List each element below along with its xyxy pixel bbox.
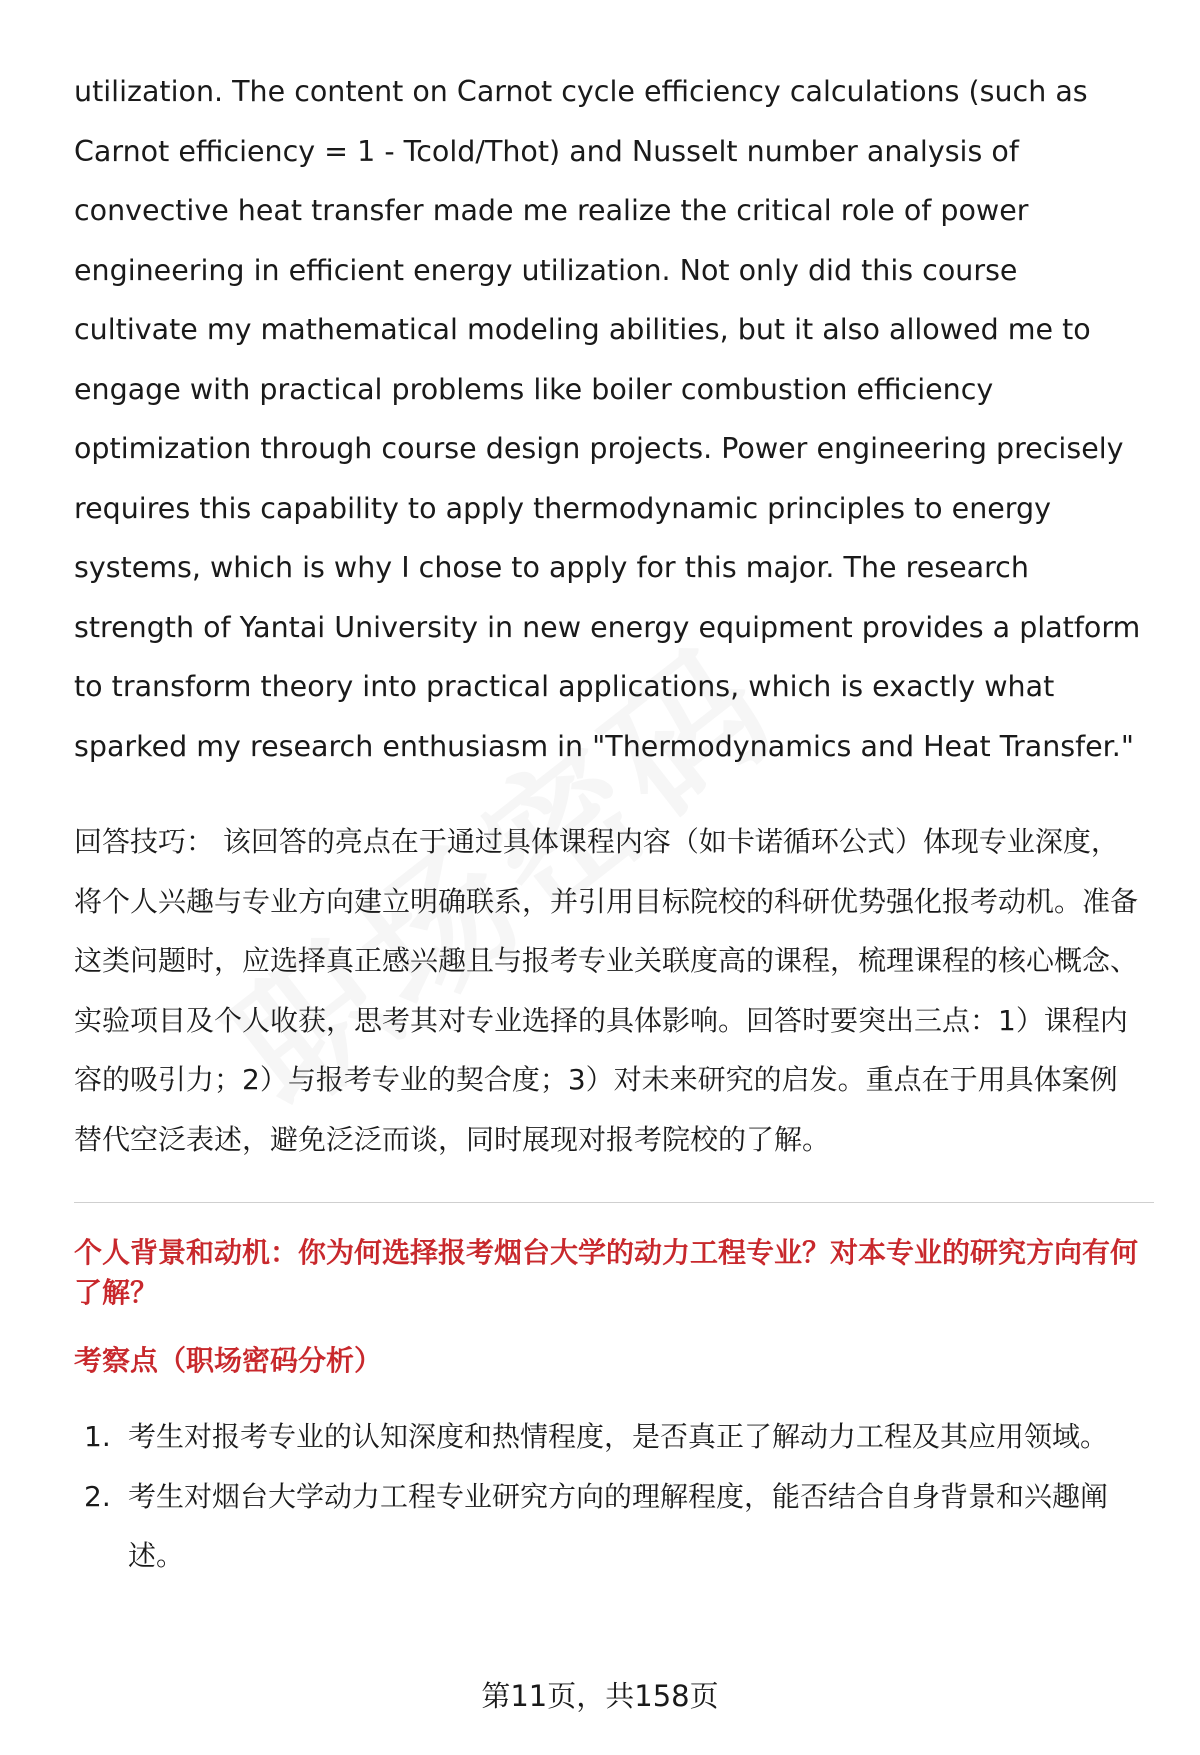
english-answer-paragraph: utilization. The content on Carnot cycle efficiency calculations (such as Carnot efficiency = 1 - Tcold/Thot) and Nusselt number analysis of convective heat transfer made me realize the critical role of power engineering in efficient energy utilization. Not only did this course cultivate my mathematical modeling abilities, but it also allowed me to engage with practical problems like boiler combustion efficiency optimization through course design projects. Power engineering precisely requires this capability to apply thermodynamic principles to energy systems, which is why I chose to apply for this major. The research strength of Yantai University in new energy equipment provides a platform to transform theory into practical applications, which is exactly what sparked my research enthusiasm in "Thermodynamics and Heat Transfer." — [74, 75, 1141, 763]
list-item-text: 考生对报考专业的认知深度和热情程度，是否真正了解动力工程及其应用领域。 — [128, 1420, 1109, 1453]
page-footer: 第11页，共158页 — [481, 1679, 719, 1713]
list-item — [74, 1407, 1144, 1467]
list-item-text: 考生对烟台大学动力工程专业研究方向的理解程度，能否结合自身背景和兴趣阐述。 — [128, 1479, 1109, 1572]
answer-tips-paragraph — [74, 812, 1144, 1169]
tips-text: 该回答的亮点在于通过具体课程内容（如卡诺循环公式）体现专业深度，将个人兴趣与专业方向建立明确联系，并引用目标院校的科研优势强化报考动机。准备这类问题时，应选择真正感兴趣且与报考专业关联度高的课程，梳理课程的核心概念、实验项目及个人收获，思考其对专业选择的具体影响。回答时要突出三点：1）课程内容的吸引力；2）与报考专业的契合度；3）对未来研究的启发。重点在于用具体案例替代空泛表述，避免泛泛而谈，同时展现对报考院校的了解。 — [74, 825, 1139, 1156]
list-item-number: 1. — [84, 1420, 111, 1453]
assessment-points-list — [74, 1407, 1144, 1586]
list-item — [74, 1467, 1144, 1586]
list-item-number: 2. — [84, 1479, 111, 1513]
tips-label: 回答技巧： — [74, 825, 215, 858]
section-divider — [74, 1202, 1154, 1203]
page-content — [74, 62, 1144, 1586]
question-heading: 个人背景和动机：你为何选择报考烟台大学的动力工程专业？对本专业的研究方向有何了解？ — [74, 1236, 1139, 1309]
assessment-points-heading: 考察点（职场密码分析） — [74, 1344, 383, 1377]
